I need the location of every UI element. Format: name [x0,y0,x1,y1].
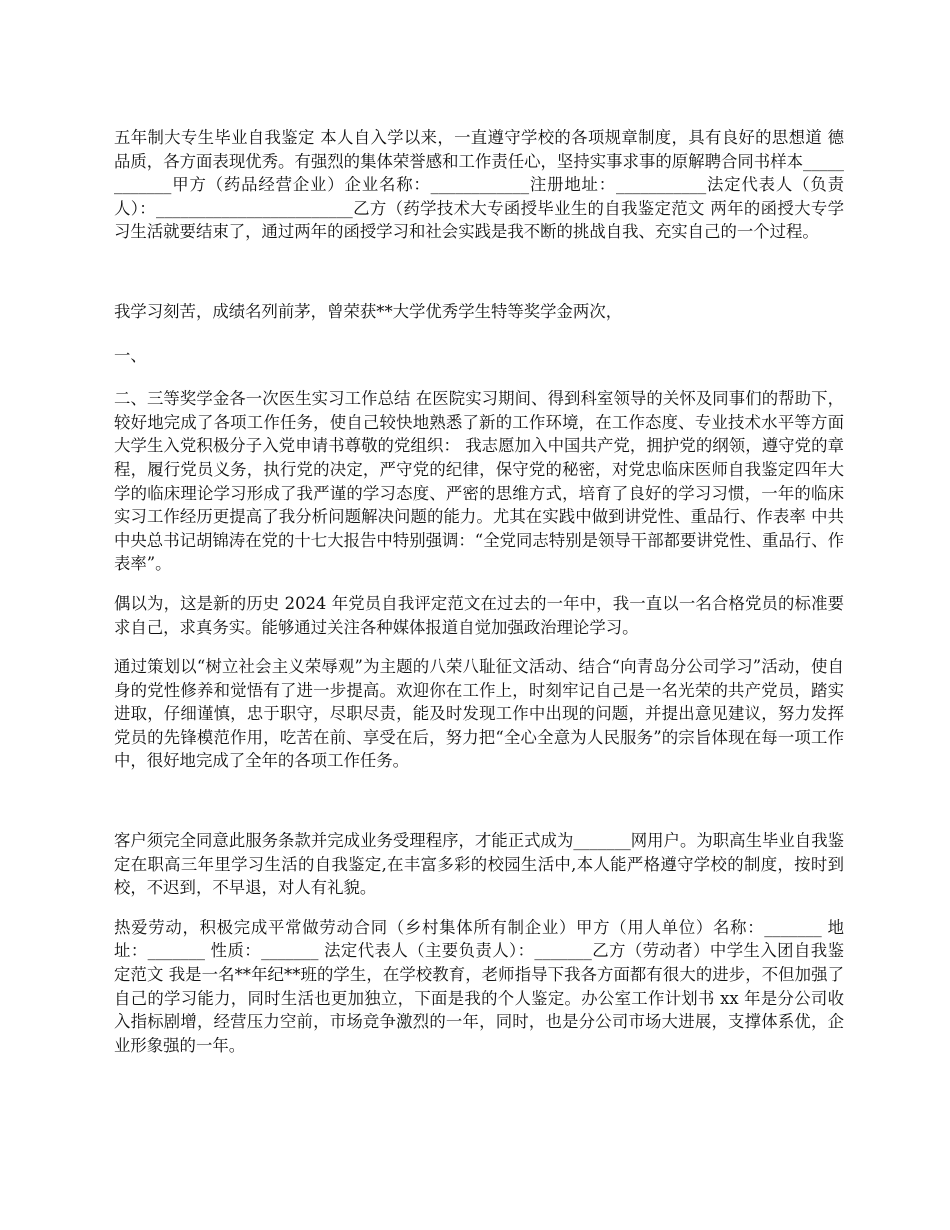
paragraph-4: 二、三等奖学金各一次医生实习工作总结 在医院实习期间、得到科室领导的关怀及同事们的帮助下，较好地完成了各项工作任务，使自己较快地熟悉了新的工作环境，在工作态度、专业技术水平等方面大学生入党积极分子入党申请书尊敬的党组织： 我志愿加入中国共产党，拥护党的纲领，遵守党的章程，履行党员义务，执行党的决定，严守党的纪律，保守党的秘密，对党忠临床医师自我鉴定四年大学的临床理论学习形成了我严谨的学习态度、严密的思维方式，培育了良好的学习习惯，一年的临床实习工作经历更提高了我分析问题解决问题的能力。尤其在实践中做到讲党性、重品行、作表率 中共中央总书记胡锦涛在党的十七大报告中特别强调：“全党同志特别是领导干部都要讲党性、重品行、作表率”。 [114,389,844,574]
paragraph-7: 客户须完全同意此服务条款并完成业务受理程序，才能正式成为_______网用户。为职高生毕业自我鉴定在职高三年里学习生活的自我鉴定,在丰富多彩的校园生活中,本人能严格遵守学校的制度，按时到校，不迟到，不早退，对人有礼貌。 [114,831,844,898]
paragraph-8: 热爱劳动，积极完成平常做劳动合同（乡村集体所有制企业）甲方（用人单位）名称：_______ 地址：_______ 性质：_______ 法定代表人（主要负责人）：_______乙方（劳动者）中学生入团自我鉴定范文 我是一名**年纪**班的学生，在学校教育，老师指导下我各方面都有很大的进步，不但加强了自己的学习能力，同时生活也更加独立，下面是我的个人鉴定。办公室工作计划书 xx 年是分公司收入指标剧增，经营压力空前，市场竞争激烈的一年，同时，也是分公司市场大进展，支撑体系优，企业形象强的一年。 [114,917,844,1055]
paragraph-5: 偶以为，这是新的历史 2024 年党员自我评定范文在过去的一年中，我一直以一名合格党员的标准要求自己，求真务实。能够通过关注各种媒体报道自觉加强政治理论学习。 [114,593,844,637]
paragraph-1: 五年制大专生毕业自我鉴定 本人自入学以来，一直遵守学校的各项规章制度，具有良好的思想道 德品质，各方面表现优秀。有强烈的集体荣誉感和工作责任心，坚持实事求事的原解聘合同书样本____________甲方（药品经营企业）企业名称：____________注册地址：___________法定代表人（负责人）：________________________乙方（药学技术大专函授毕业生的自我鉴定范文 两年的函授大专学习生活就要结束了，通过两年的函授学习和社会实践是我不断的挑战自我、充实自己的一个过程。 [114,128,844,242]
paragraph-6: 通过策划以“树立社会主义荣辱观”为主题的八荣八耻征文活动、结合“向青岛分公司学习”活动，使自身的党性修养和觉悟有了进一步提高。欢迎你在工作上，时刻牢记自己是一名光荣的共产党员，踏实进取，仔细谨慎，忠于职守，尽职尽责，能及时发现工作中出现的问题，并提出意见建议，努力发挥党员的先锋模范作用，吃苦在前、享受在后，努力把“全心全意为人民服务”的宗旨体现在每一项工作中，很好地完成了全年的各项工作任务。 [114,657,844,771]
document-body [114,126,844,1057]
paragraph-3: 一、 [114,345,147,365]
paragraph-2: 我学习刻苦，成绩名列前茅，曾荣获**大学优秀学生特等奖学金两次， [114,301,623,321]
